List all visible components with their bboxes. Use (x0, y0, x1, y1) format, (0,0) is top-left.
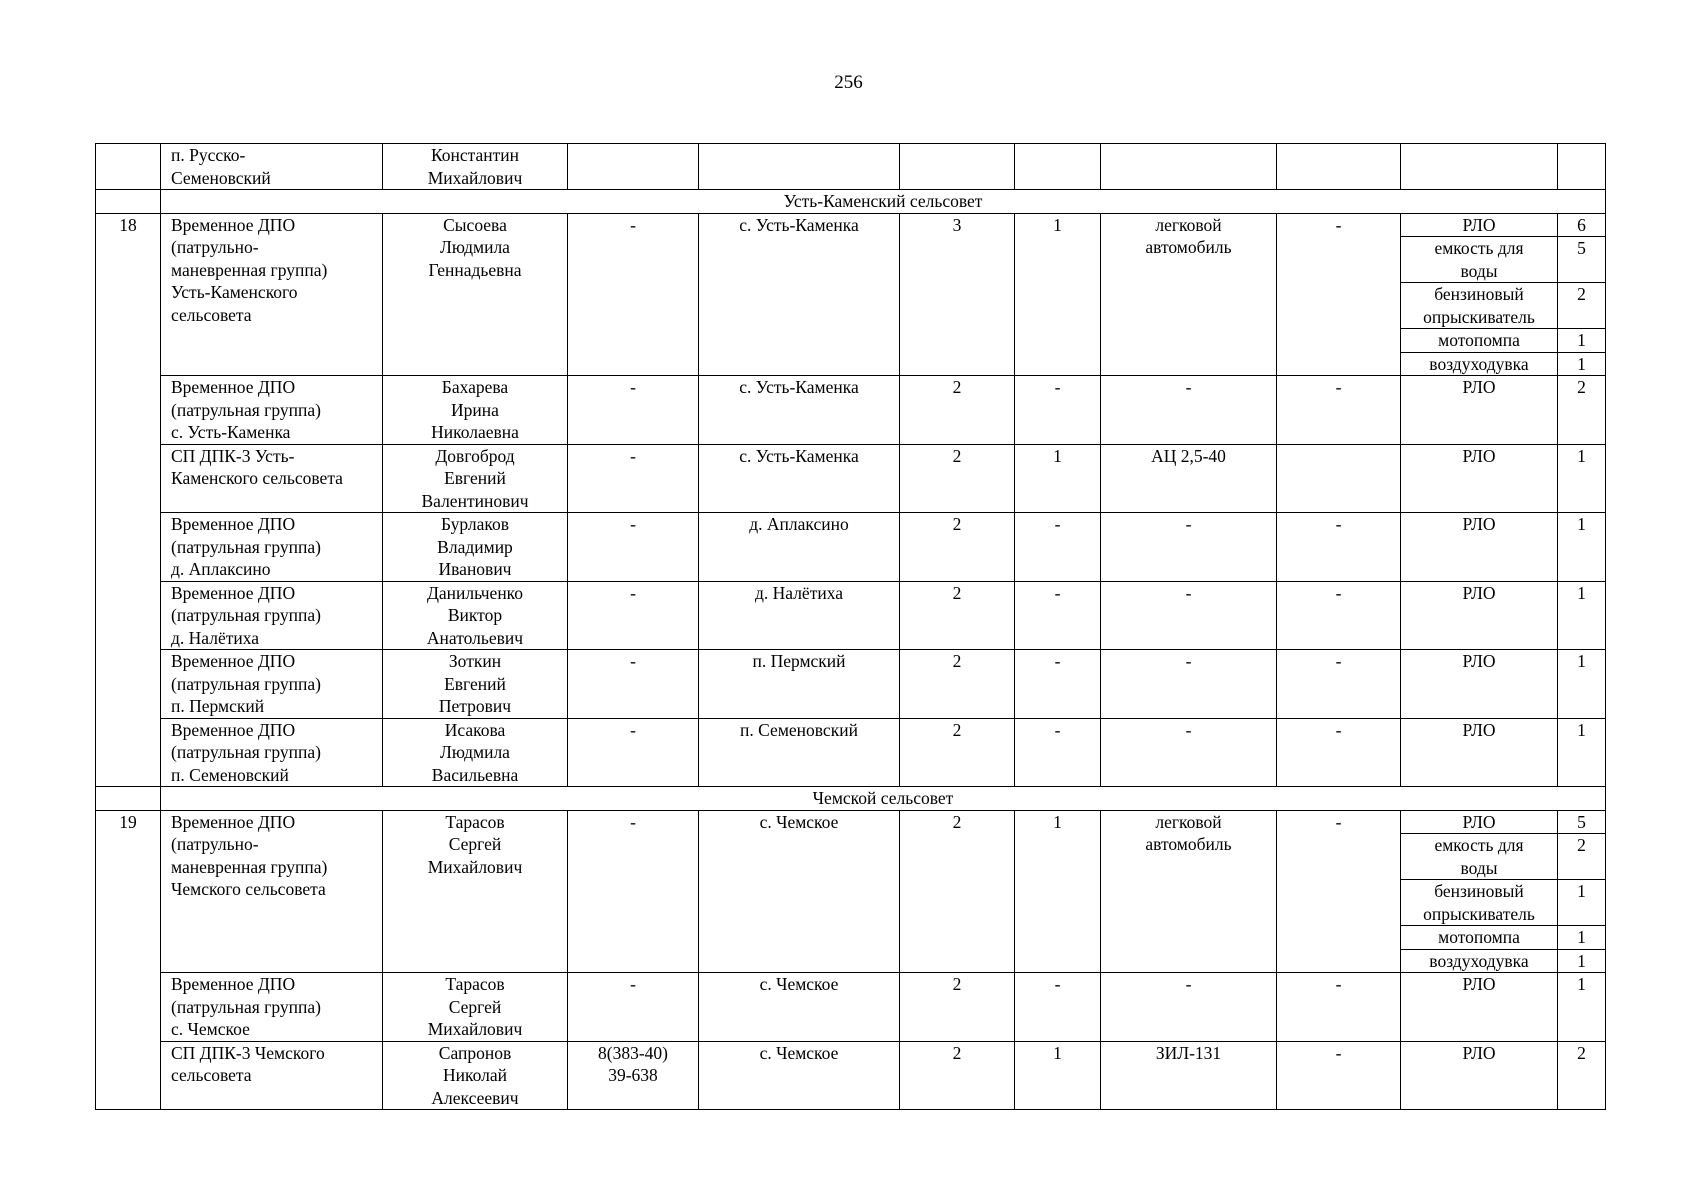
location-cell: с. Чемское (699, 973, 900, 1042)
empty-cell (1101, 144, 1277, 190)
equipment-qty-cell: 5 (1558, 810, 1606, 834)
head-name-cell: Довгоброд Евгений Валентинович (383, 444, 568, 513)
equipment-name-cell: емкость для воды (1401, 834, 1558, 880)
equipment-name-cell: РЛО (1401, 973, 1558, 1042)
number-cell (96, 190, 161, 214)
phone-cell: 8(383-40) 39-638 (568, 1041, 699, 1110)
unit-name-cell: Временное ДПО (патрульная группа) п. Семеновский (161, 718, 383, 787)
section-title: Чемской сельсовет (161, 787, 1606, 811)
empty-cell (1277, 144, 1401, 190)
vehicle-count-cell: - (1015, 376, 1101, 445)
equipment-qty-cell: 1 (1558, 718, 1606, 787)
phone-cell: - (568, 810, 699, 973)
unit-name-cell: СП ДПК-3 Чемского сельсовета (161, 1041, 383, 1110)
location-cell: д. Аплаксино (699, 513, 900, 582)
unit-name-cell: Временное ДПО (патрульно- маневренная группа) Усть-Каменского сельсовета (161, 213, 383, 376)
extra-cell: - (1277, 718, 1401, 787)
location-cell: д. Налётиха (699, 581, 900, 650)
extra-cell (1277, 444, 1401, 513)
equipment-name-cell: воздуходувка (1401, 352, 1558, 376)
equipment-qty-cell: 1 (1558, 581, 1606, 650)
people-count-cell: 2 (900, 810, 1015, 973)
equipment-name-cell: мотопомпа (1401, 926, 1558, 950)
section-title: Усть-Каменский сельсовет (161, 190, 1606, 214)
table-row (96, 376, 1606, 445)
equipment-name-cell: РЛО (1401, 718, 1558, 787)
number-cell (96, 787, 161, 811)
equipment-qty-cell: 2 (1558, 376, 1606, 445)
head-name-cell: Исакова Людмила Васильевна (383, 718, 568, 787)
page-number: 256 (834, 72, 863, 93)
unit-name-cell: Временное ДПО (патрульная группа) с. Чемское (161, 973, 383, 1042)
empty-cell (1015, 144, 1101, 190)
table-row (96, 513, 1606, 582)
empty-cell (699, 144, 900, 190)
section-header-row (96, 787, 1606, 811)
phone-cell: - (568, 581, 699, 650)
equipment-qty-cell: 1 (1558, 880, 1606, 926)
equipment-qty-cell: 2 (1558, 283, 1606, 329)
extra-cell: - (1277, 973, 1401, 1042)
unit-name-cell: Временное ДПО (патрульно- маневренная группа) Чемского сельсовета (161, 810, 383, 973)
section-header-row (96, 190, 1606, 214)
equipment-qty-cell: 1 (1558, 352, 1606, 376)
empty-cell (900, 144, 1015, 190)
equipment-qty-cell: 1 (1558, 513, 1606, 582)
fire-units-table (95, 143, 1606, 1110)
location-cell: с. Чемское (699, 1041, 900, 1110)
phone-cell: - (568, 376, 699, 445)
equipment-name-cell: РЛО (1401, 650, 1558, 719)
equipment-qty-cell: 1 (1558, 926, 1606, 950)
vehicle-type-cell: - (1101, 376, 1277, 445)
vehicle-count-cell: - (1015, 650, 1101, 719)
equipment-name-cell: РЛО (1401, 581, 1558, 650)
head-name-cell: Данильченко Виктор Анатольевич (383, 581, 568, 650)
table-body (96, 144, 1606, 1110)
location-cell: п. Семеновский (699, 718, 900, 787)
table-row (96, 444, 1606, 513)
phone-cell: - (568, 513, 699, 582)
empty-cell (1558, 144, 1606, 190)
vehicle-type-cell: ЗИЛ-131 (1101, 1041, 1277, 1110)
head-name-cell: Константин Михайлович (383, 144, 568, 190)
vehicle-type-cell: - (1101, 581, 1277, 650)
unit-name-cell: п. Русско- Семеновский (161, 144, 383, 190)
equipment-qty-cell: 5 (1558, 237, 1606, 283)
people-count-cell: 2 (900, 973, 1015, 1042)
extra-cell: - (1277, 650, 1401, 719)
head-name-cell: Сысоева Людмила Геннадьевна (383, 213, 568, 376)
unit-name-cell: Временное ДПО (патрульная группа) п. Пермский (161, 650, 383, 719)
people-count-cell: 2 (900, 718, 1015, 787)
equipment-qty-cell: 1 (1558, 973, 1606, 1042)
equipment-name-cell: бензиновый опрыскиватель (1401, 880, 1558, 926)
equipment-name-cell: воздуходувка (1401, 949, 1558, 973)
head-name-cell: Бахарева Ирина Николаевна (383, 376, 568, 445)
vehicle-count-cell: 1 (1015, 1041, 1101, 1110)
head-name-cell: Сапронов Николай Алексеевич (383, 1041, 568, 1110)
equipment-name-cell: РЛО (1401, 376, 1558, 445)
people-count-cell: 2 (900, 444, 1015, 513)
phone-cell: - (568, 973, 699, 1042)
table-row (96, 1041, 1606, 1110)
vehicle-count-cell: - (1015, 513, 1101, 582)
vehicle-type-cell: легковой автомобиль (1101, 213, 1277, 376)
section-number: 18 (96, 213, 161, 787)
vehicle-type-cell: - (1101, 513, 1277, 582)
table-row (96, 144, 1606, 190)
location-cell: с. Усть-Каменка (699, 376, 900, 445)
head-name-cell: Зоткин Евгений Петрович (383, 650, 568, 719)
equipment-name-cell: РЛО (1401, 213, 1558, 237)
empty-cell (568, 144, 699, 190)
unit-name-cell: СП ДПК-3 Усть- Каменского сельсовета (161, 444, 383, 513)
vehicle-count-cell: 1 (1015, 444, 1101, 513)
location-cell: с. Усть-Каменка (699, 213, 900, 376)
people-count-cell: 2 (900, 581, 1015, 650)
head-name-cell: Бурлаков Владимир Иванович (383, 513, 568, 582)
vehicle-count-cell: 1 (1015, 213, 1101, 376)
vehicle-type-cell: легковой автомобиль (1101, 810, 1277, 973)
equipment-qty-cell: 2 (1558, 834, 1606, 880)
vehicle-count-cell: - (1015, 581, 1101, 650)
equipment-name-cell: мотопомпа (1401, 329, 1558, 353)
unit-name-cell: Временное ДПО (патрульная группа) д. Аплаксино (161, 513, 383, 582)
extra-cell: - (1277, 581, 1401, 650)
table-row (96, 973, 1606, 1042)
extra-cell: - (1277, 376, 1401, 445)
empty-cell (1401, 144, 1558, 190)
people-count-cell: 2 (900, 513, 1015, 582)
people-count-cell: 3 (900, 213, 1015, 376)
table-row (96, 581, 1606, 650)
phone-cell: - (568, 213, 699, 376)
equipment-qty-cell: 1 (1558, 444, 1606, 513)
location-cell: п. Пермский (699, 650, 900, 719)
phone-cell: - (568, 718, 699, 787)
equipment-name-cell: бензиновый опрыскиватель (1401, 283, 1558, 329)
equipment-qty-cell: 1 (1558, 949, 1606, 973)
equipment-qty-cell: 6 (1558, 213, 1606, 237)
vehicle-type-cell: - (1101, 718, 1277, 787)
extra-cell: - (1277, 513, 1401, 582)
extra-cell: - (1277, 1041, 1401, 1110)
vehicle-count-cell: - (1015, 718, 1101, 787)
unit-name-cell: Временное ДПО (патрульная группа) с. Усть-Каменка (161, 376, 383, 445)
extra-cell: - (1277, 213, 1401, 376)
location-cell: с. Усть-Каменка (699, 444, 900, 513)
unit-name-cell: Временное ДПО (патрульная группа) д. Налётиха (161, 581, 383, 650)
people-count-cell: 2 (900, 650, 1015, 719)
vehicle-count-cell: 1 (1015, 810, 1101, 973)
number-cell (96, 144, 161, 190)
vehicle-type-cell: - (1101, 650, 1277, 719)
vehicle-count-cell: - (1015, 973, 1101, 1042)
equipment-name-cell: РЛО (1401, 810, 1558, 834)
equipment-name-cell: РЛО (1401, 513, 1558, 582)
phone-cell: - (568, 444, 699, 513)
location-cell: с. Чемское (699, 810, 900, 973)
head-name-cell: Тарасов Сергей Михайлович (383, 810, 568, 973)
head-name-cell: Тарасов Сергей Михайлович (383, 973, 568, 1042)
equipment-qty-cell: 1 (1558, 650, 1606, 719)
people-count-cell: 2 (900, 1041, 1015, 1110)
equipment-qty-cell: 2 (1558, 1041, 1606, 1110)
equipment-qty-cell: 1 (1558, 329, 1606, 353)
table-row (96, 213, 1606, 237)
phone-cell: - (568, 650, 699, 719)
vehicle-type-cell: АЦ 2,5-40 (1101, 444, 1277, 513)
equipment-name-cell: РЛО (1401, 444, 1558, 513)
vehicle-type-cell: - (1101, 973, 1277, 1042)
equipment-name-cell: РЛО (1401, 1041, 1558, 1110)
table-row (96, 650, 1606, 719)
table-row (96, 810, 1606, 834)
people-count-cell: 2 (900, 376, 1015, 445)
table-row (96, 718, 1606, 787)
extra-cell: - (1277, 810, 1401, 973)
section-number: 19 (96, 810, 161, 1110)
equipment-name-cell: емкость для воды (1401, 237, 1558, 283)
